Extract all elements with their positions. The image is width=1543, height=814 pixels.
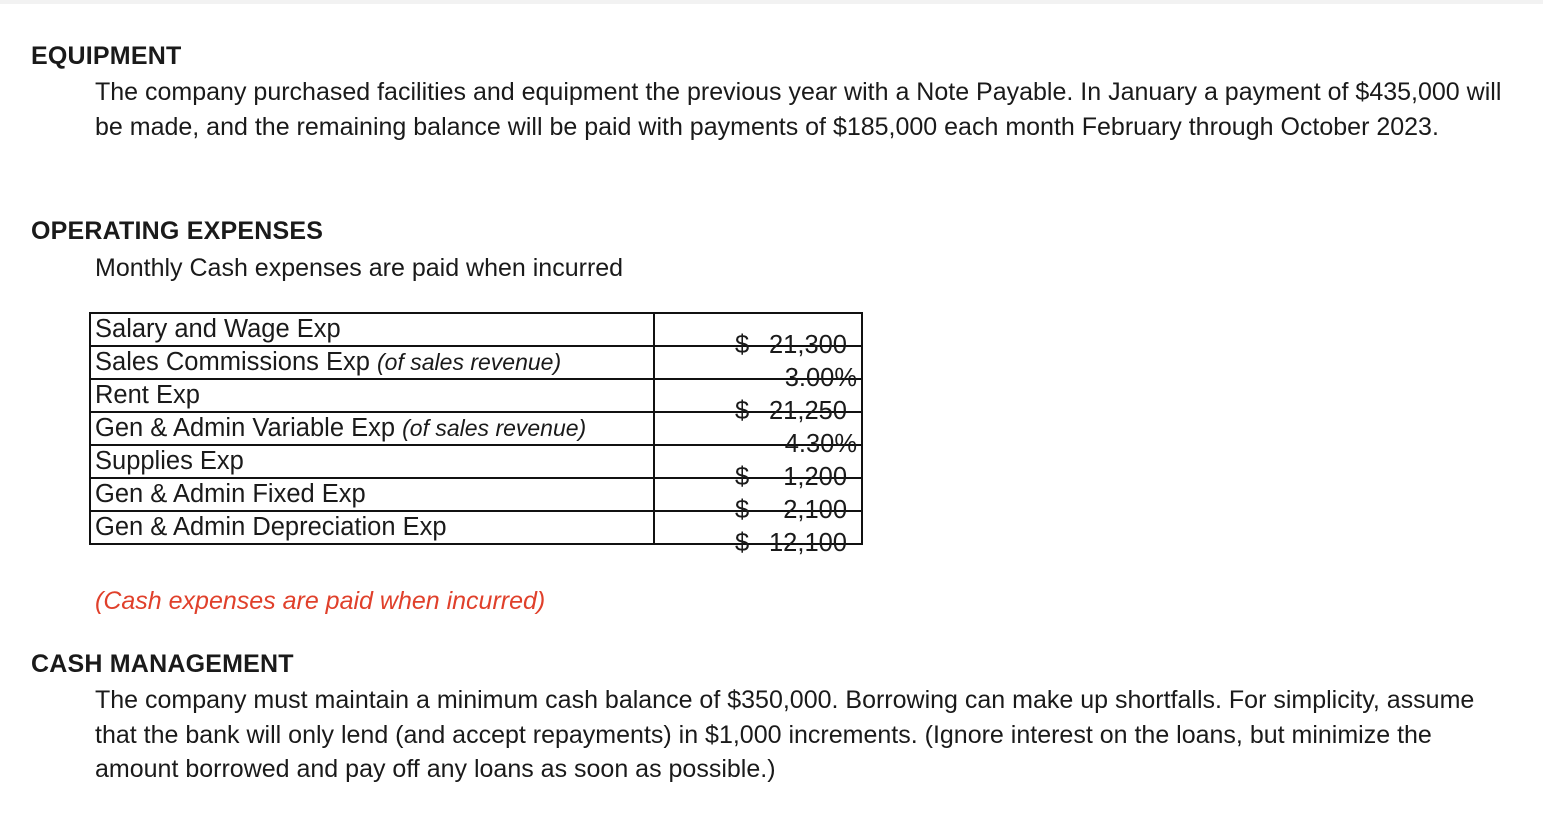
expense-percent: 3.00%	[784, 363, 857, 392]
currency-symbol: $	[735, 495, 750, 524]
expense-amount: 21,300	[769, 330, 847, 359]
expense-value-cell	[654, 412, 862, 458]
expense-label: Gen & Admin Depreciation Exp	[95, 513, 447, 541]
expense-label-cell	[90, 313, 654, 346]
expense-label: Gen & Admin Fixed Exp	[95, 480, 366, 508]
table-row	[90, 379, 862, 412]
top-divider	[0, 0, 1543, 4]
currency-symbol: $	[735, 396, 750, 425]
expense-label: Supplies Exp	[95, 447, 244, 475]
expense-qualifier: (of sales revenue)	[377, 349, 562, 375]
expense-label: Rent Exp	[95, 381, 200, 409]
expense-value-cell	[654, 511, 862, 557]
expense-amount: 1,200	[783, 462, 847, 491]
table-row	[90, 412, 862, 445]
equipment-heading: EQUIPMENT	[31, 42, 182, 70]
expense-label: Gen & Admin Variable Exp	[95, 414, 396, 442]
operating-expenses-intro: Monthly Cash expenses are paid when incurred	[95, 254, 624, 282]
expense-label: Sales Commissions Exp	[95, 348, 370, 376]
table-row	[90, 313, 862, 346]
expense-qualifier: (of sales revenue)	[402, 415, 587, 441]
equipment-paragraph: The company purchased facilities and equipment the previous year with a Note Payable. In January a payment of $435,000 will be made, and the remaining balance will be paid with payments of $185,000 each month February through October 2023.	[95, 78, 1502, 141]
expense-value-cell	[654, 478, 862, 524]
table-row	[90, 346, 862, 379]
cash-expense-note: (Cash expenses are paid when incurred)	[95, 587, 546, 615]
expense-value-cell	[654, 313, 862, 359]
expense-label-cell	[90, 379, 654, 412]
table-row	[90, 445, 862, 478]
operating-expenses-table	[89, 312, 863, 557]
cash-management-paragraph: The company must maintain a minimum cash balance of $350,000. Borrowing can make up shortfalls. For simplicity, assume that the bank will only lend (and accept repayments) in $1,000 increments. (Ignore interest on the loans, but minimize the amount borrowed and pay off any loans as soon as possible.)	[95, 686, 1475, 783]
expense-amount: 12,100	[769, 528, 847, 557]
expense-value-cell	[654, 379, 862, 425]
currency-symbol: $	[735, 330, 750, 359]
expense-label-cell	[90, 346, 654, 379]
cash-management-heading: CASH MANAGEMENT	[31, 650, 294, 678]
expense-amount: 2,100	[783, 495, 847, 524]
currency-symbol: $	[735, 528, 750, 557]
expense-label-cell	[90, 478, 654, 511]
expense-value-cell	[654, 346, 862, 392]
operating-expenses-heading: OPERATING EXPENSES	[31, 217, 324, 245]
expense-label: Salary and Wage Exp	[95, 315, 341, 343]
expense-label-cell	[90, 412, 654, 445]
table-row	[90, 478, 862, 511]
expense-amount: 21,250	[769, 396, 847, 425]
expense-label-cell	[90, 511, 654, 544]
expense-label-cell	[90, 445, 654, 478]
expense-value-cell	[654, 445, 862, 491]
expense-percent: 4.30%	[784, 429, 857, 458]
table-row	[90, 511, 862, 544]
currency-symbol: $	[735, 462, 750, 491]
